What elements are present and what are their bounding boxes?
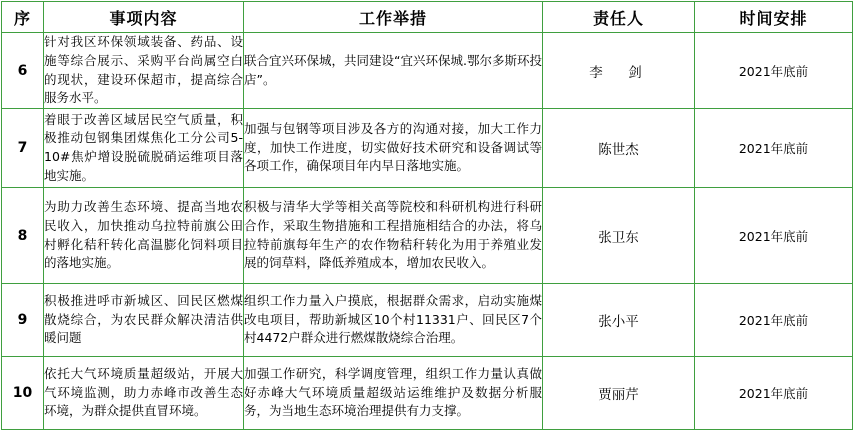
row-time: 2021年底前 bbox=[695, 33, 853, 109]
row-owner: 陈世杰 bbox=[543, 109, 695, 188]
column-header-item: 事项内容 bbox=[44, 2, 244, 33]
row-sequence: 9 bbox=[2, 284, 44, 357]
task-table bbox=[1, 1, 853, 430]
column-header-measure: 工作举措 bbox=[244, 2, 543, 33]
row-item-content: 依托大气环境质量超级站，开展大气环境监测，助力赤峰市改善生态环境，为群众提供直冒环境。 bbox=[44, 357, 244, 430]
row-sequence: 10 bbox=[2, 357, 44, 430]
table-row bbox=[2, 188, 853, 284]
table-row bbox=[2, 109, 853, 188]
row-owner: 贾丽芹 bbox=[543, 357, 695, 430]
row-time: 2021年底前 bbox=[695, 357, 853, 430]
row-time: 2021年底前 bbox=[695, 284, 853, 357]
row-sequence: 7 bbox=[2, 109, 44, 188]
row-measure: 加强与包钢等项目涉及各方的沟通对接，加大工作力度，加快工作进度，切实做好技术研究和设备调试等各项工作，确保项目年内早日落地实施。 bbox=[244, 109, 543, 188]
row-item-content: 积极推进呼市新城区、回民区燃煤散烧综合，为农民群众解决清洁供暖问题 bbox=[44, 284, 244, 357]
row-item-content: 着眼于改善区域居民空气质量，积极推动包钢集团煤焦化工分公司5-10#焦炉增设脱硫脱硝运维项目落地实施。 bbox=[44, 109, 244, 188]
row-time: 2021年底前 bbox=[695, 109, 853, 188]
row-item-content: 针对我区环保领域装备、药品、设施等综合展示、采购平台尚属空白的现状，建设环保超市，提高综合服务水平。 bbox=[44, 33, 244, 109]
table-header-row bbox=[2, 2, 853, 33]
row-sequence: 6 bbox=[2, 33, 44, 109]
column-header-seq: 序 bbox=[2, 2, 44, 33]
row-sequence: 8 bbox=[2, 188, 44, 284]
row-measure: 积极与清华大学等相关高等院校和科研机构进行科研合作，采取生物措施和工程措施相结合的办法，将乌拉特前旗每年生产的农作物秸秆转化为用于养殖业发展的饲草料，降低养殖成本，增加农民收入。 bbox=[244, 188, 543, 284]
row-measure: 组织工作力量入户摸底，根据群众需求，启动实施煤改电项目，帮助新城区10个村11331户、回民区7个村4472户群众进行燃煤散烧综合治理。 bbox=[244, 284, 543, 357]
row-time: 2021年底前 bbox=[695, 188, 853, 284]
row-measure: 加强工作研究，科学调度管理，组织工作力量认真做好赤峰大气环境质量超级站运维维护及数据分析服务，为当地生态环境治理提供有力支撑。 bbox=[244, 357, 543, 430]
row-owner: 张卫东 bbox=[543, 188, 695, 284]
column-header-time: 时间安排 bbox=[695, 2, 853, 33]
table-row bbox=[2, 357, 853, 430]
table-row bbox=[2, 284, 853, 357]
row-owner: 张小平 bbox=[543, 284, 695, 357]
row-owner: 李 剑 bbox=[543, 33, 695, 109]
row-measure: 联合宜兴环保城，共同建设“宜兴环保城.鄂尔多斯环投店”。 bbox=[244, 33, 543, 109]
row-item-content: 为助力改善生态环境、提高当地农民收入，加快推动乌拉特前旗公田村孵化秸秆转化高温膨化饲料项目的落地实施。 bbox=[44, 188, 244, 284]
column-header-owner: 责任人 bbox=[543, 2, 695, 33]
table-row bbox=[2, 33, 853, 109]
